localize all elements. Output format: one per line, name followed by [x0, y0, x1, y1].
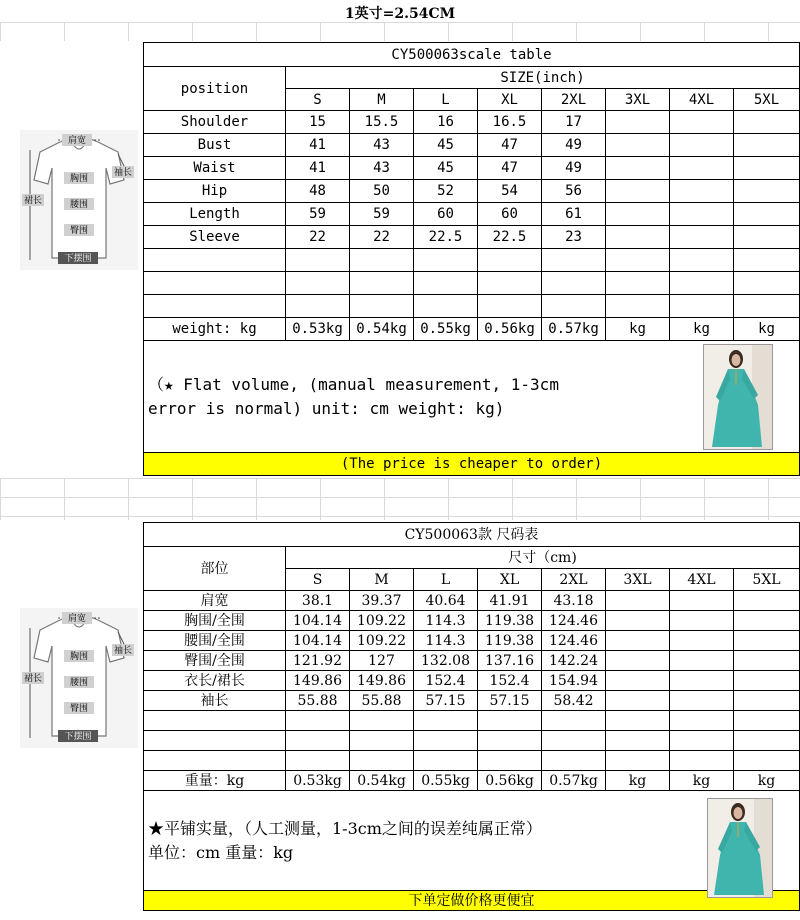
cell: 47: [478, 134, 542, 157]
note-line: （★ Flat volume, (manual measurement, 1-3cm: [148, 374, 559, 394]
diagram-label: 臀围: [69, 704, 89, 714]
cell: 22.5: [414, 226, 478, 249]
price-footer: (The price is cheaper to order): [144, 453, 800, 476]
cell: 49: [542, 157, 606, 180]
weight-label: weight: kg: [144, 318, 286, 341]
row-label: Length: [144, 203, 286, 226]
size-label: S: [286, 89, 350, 111]
diagram-label: 腰围: [69, 200, 89, 210]
cell: 137.16: [478, 651, 542, 671]
cell: 43: [350, 134, 414, 157]
size-label: 4XL: [670, 569, 734, 591]
weight-cell: kg: [670, 318, 734, 341]
empty-row: [144, 751, 800, 771]
cell: [734, 157, 800, 180]
diagram-label: 臀围: [69, 226, 89, 236]
conversion-text: 1英寸=2.54CM: [344, 6, 456, 22]
cell: [606, 111, 670, 134]
cell: [734, 226, 800, 249]
size-header: 尺寸（cm): [286, 547, 800, 569]
garment-measure-diagram: [20, 608, 138, 748]
row-label: 袖长: [144, 691, 286, 711]
cell: 59: [286, 203, 350, 226]
cell: 109.22: [350, 631, 414, 651]
cell: 55.88: [350, 691, 414, 711]
size-label: 3XL: [606, 89, 670, 111]
cell: [670, 671, 734, 691]
cell: [734, 611, 800, 631]
cell: 119.38: [478, 631, 542, 651]
spreadsheet-gridlines: [0, 22, 800, 41]
cell: 109.22: [350, 611, 414, 631]
conversion-header: [0, 0, 800, 23]
cell: 40.64: [414, 591, 478, 611]
cell: [670, 111, 734, 134]
table-row: [144, 157, 800, 180]
cell: [606, 651, 670, 671]
price-footer: 下单定做价格更便宜: [144, 891, 800, 911]
diagram-label: 下摆围: [64, 732, 92, 742]
cell: 49: [542, 134, 606, 157]
diagram-label: 袖长: [113, 646, 133, 656]
row-label: Shoulder: [144, 111, 286, 134]
table-row: [144, 631, 800, 651]
cell: 152.4: [414, 671, 478, 691]
table-row: [144, 651, 800, 671]
diagram-label: 腰围: [69, 678, 89, 688]
size-label: XL: [478, 569, 542, 591]
table-row: [144, 671, 800, 691]
row-label: 腰围/全围: [144, 631, 286, 651]
product-photo: [707, 798, 773, 898]
weight-label: 重量：kg: [144, 771, 286, 791]
weight-cell: kg: [670, 771, 734, 791]
size-label: 5XL: [734, 89, 800, 111]
cell: 48: [286, 180, 350, 203]
cell: 104.14: [286, 631, 350, 651]
size-label: 5XL: [734, 569, 800, 591]
position-header: 部位: [144, 547, 286, 591]
weight-cell: 0.53kg: [286, 771, 350, 791]
cell: [606, 226, 670, 249]
weight-cell: 0.54kg: [350, 318, 414, 341]
cell: 43: [350, 157, 414, 180]
diagram-label: 胸围: [69, 174, 89, 184]
weight-cell: 0.57kg: [542, 771, 606, 791]
cell: 149.86: [350, 671, 414, 691]
table-title: CY500063scale table: [144, 43, 800, 67]
cell: [606, 611, 670, 631]
cell: [606, 691, 670, 711]
empty-row: [144, 295, 800, 318]
cell: [606, 631, 670, 651]
table-row: [144, 691, 800, 711]
cell: 59: [350, 203, 414, 226]
cell: [670, 134, 734, 157]
row-label: 胸围/全围: [144, 611, 286, 631]
cell: 124.46: [542, 631, 606, 651]
weight-cell: 0.55kg: [414, 771, 478, 791]
weight-cell: kg: [606, 318, 670, 341]
cell: 50: [350, 180, 414, 203]
cell: [734, 134, 800, 157]
product-photo: [703, 344, 773, 450]
cell: [606, 134, 670, 157]
weight-cell: kg: [606, 771, 670, 791]
weight-row: [144, 771, 800, 791]
cell: 38.1: [286, 591, 350, 611]
cell: 124.46: [542, 611, 606, 631]
empty-row: [144, 711, 800, 731]
position-header: position: [144, 67, 286, 111]
cell: 16: [414, 111, 478, 134]
cell: [606, 203, 670, 226]
cell: [670, 591, 734, 611]
cell: [734, 651, 800, 671]
cell: [734, 591, 800, 611]
weight-cell: 0.56kg: [478, 318, 542, 341]
cell: [606, 180, 670, 203]
cell: 114.3: [414, 611, 478, 631]
diagram-label: 裙长: [23, 196, 43, 206]
cell: 127: [350, 651, 414, 671]
cell: 114.3: [414, 631, 478, 651]
cell: [606, 591, 670, 611]
cell: [670, 631, 734, 651]
size-header: SIZE(inch): [286, 67, 800, 89]
cell: [734, 180, 800, 203]
weight-cell: 0.55kg: [414, 318, 478, 341]
row-label: Sleeve: [144, 226, 286, 249]
note-line: error is normal) unit: cm weight: kg): [148, 398, 505, 418]
cell: [670, 611, 734, 631]
size-label: M: [350, 89, 414, 111]
row-label: Waist: [144, 157, 286, 180]
size-table-inch: [143, 42, 800, 476]
measurement-note: [144, 791, 800, 891]
weight-cell: 0.53kg: [286, 318, 350, 341]
cell: 17: [542, 111, 606, 134]
cell: 22: [350, 226, 414, 249]
cell: [670, 691, 734, 711]
table-row: [144, 111, 800, 134]
cell: 43.18: [542, 591, 606, 611]
table-row: [144, 226, 800, 249]
empty-row: [144, 731, 800, 751]
row-label: 臀围/全围: [144, 651, 286, 671]
cell: 57.15: [478, 691, 542, 711]
cell: 54: [478, 180, 542, 203]
cell: [670, 203, 734, 226]
cell: 15: [286, 111, 350, 134]
cell: 47: [478, 157, 542, 180]
diagram-label: 肩宽: [67, 136, 87, 146]
cell: [734, 691, 800, 711]
size-label: 3XL: [606, 569, 670, 591]
cell: 22.5: [478, 226, 542, 249]
note-line: 单位：cm 重量：kg: [148, 842, 294, 862]
row-label: Bust: [144, 134, 286, 157]
cell: 142.24: [542, 651, 606, 671]
cell: 41: [286, 157, 350, 180]
cell: 60: [478, 203, 542, 226]
diagram-label: 裙长: [23, 674, 43, 684]
cell: 16.5: [478, 111, 542, 134]
size-label: 2XL: [542, 569, 606, 591]
size-label: L: [414, 89, 478, 111]
measurement-note: [144, 341, 800, 453]
cell: [606, 157, 670, 180]
diagram-label: 下摆围: [64, 254, 92, 264]
cell: 39.37: [350, 591, 414, 611]
cell: 58.42: [542, 691, 606, 711]
cell: 57.15: [414, 691, 478, 711]
cell: [734, 111, 800, 134]
garment-measure-diagram: [20, 130, 138, 270]
empty-row: [144, 249, 800, 272]
cell: 119.38: [478, 611, 542, 631]
cell: 45: [414, 157, 478, 180]
spreadsheet-gridlines: [0, 478, 800, 520]
size-label: XL: [478, 89, 542, 111]
cell: 15.5: [350, 111, 414, 134]
cell: [670, 180, 734, 203]
table-title: CY500063款 尺码表: [144, 523, 800, 547]
diagram-label: 肩宽: [67, 614, 87, 624]
diagram-label: 胸围: [69, 652, 89, 662]
cell: 45: [414, 134, 478, 157]
weight-cell: 0.57kg: [542, 318, 606, 341]
size-label: 4XL: [670, 89, 734, 111]
diagram-label: 袖长: [113, 168, 133, 178]
empty-row: [144, 272, 800, 295]
row-label: Hip: [144, 180, 286, 203]
size-table-cm: [143, 522, 800, 911]
row-label: 肩宽: [144, 591, 286, 611]
cell: 41: [286, 134, 350, 157]
cell: 154.94: [542, 671, 606, 691]
cell: [734, 671, 800, 691]
cell: 132.08: [414, 651, 478, 671]
size-label: S: [286, 569, 350, 591]
cell: [606, 671, 670, 691]
cell: 23: [542, 226, 606, 249]
row-label: 衣长/裙长: [144, 671, 286, 691]
table-row: [144, 591, 800, 611]
table-row: [144, 611, 800, 631]
cell: 61: [542, 203, 606, 226]
table-row: [144, 203, 800, 226]
cell: [670, 157, 734, 180]
cell: 56: [542, 180, 606, 203]
cell: [734, 631, 800, 651]
weight-cell: 0.54kg: [350, 771, 414, 791]
table-row: [144, 180, 800, 203]
size-label: 2XL: [542, 89, 606, 111]
size-label: L: [414, 569, 478, 591]
cell: [734, 203, 800, 226]
weight-cell: kg: [734, 771, 800, 791]
cell: 52: [414, 180, 478, 203]
cell: 60: [414, 203, 478, 226]
cell: 149.86: [286, 671, 350, 691]
cell: 152.4: [478, 671, 542, 691]
weight-cell: 0.56kg: [478, 771, 542, 791]
cell: 41.91: [478, 591, 542, 611]
size-label: M: [350, 569, 414, 591]
cell: 22: [286, 226, 350, 249]
cell: [670, 651, 734, 671]
cell: 55.88: [286, 691, 350, 711]
note-line: ★平铺实量，（人工测量，1-3cm之间的误差纯属正常）: [148, 818, 542, 838]
cell: 104.14: [286, 611, 350, 631]
weight-cell: kg: [734, 318, 800, 341]
cell: 121.92: [286, 651, 350, 671]
cell: [670, 226, 734, 249]
weight-row: [144, 318, 800, 341]
table-row: [144, 134, 800, 157]
